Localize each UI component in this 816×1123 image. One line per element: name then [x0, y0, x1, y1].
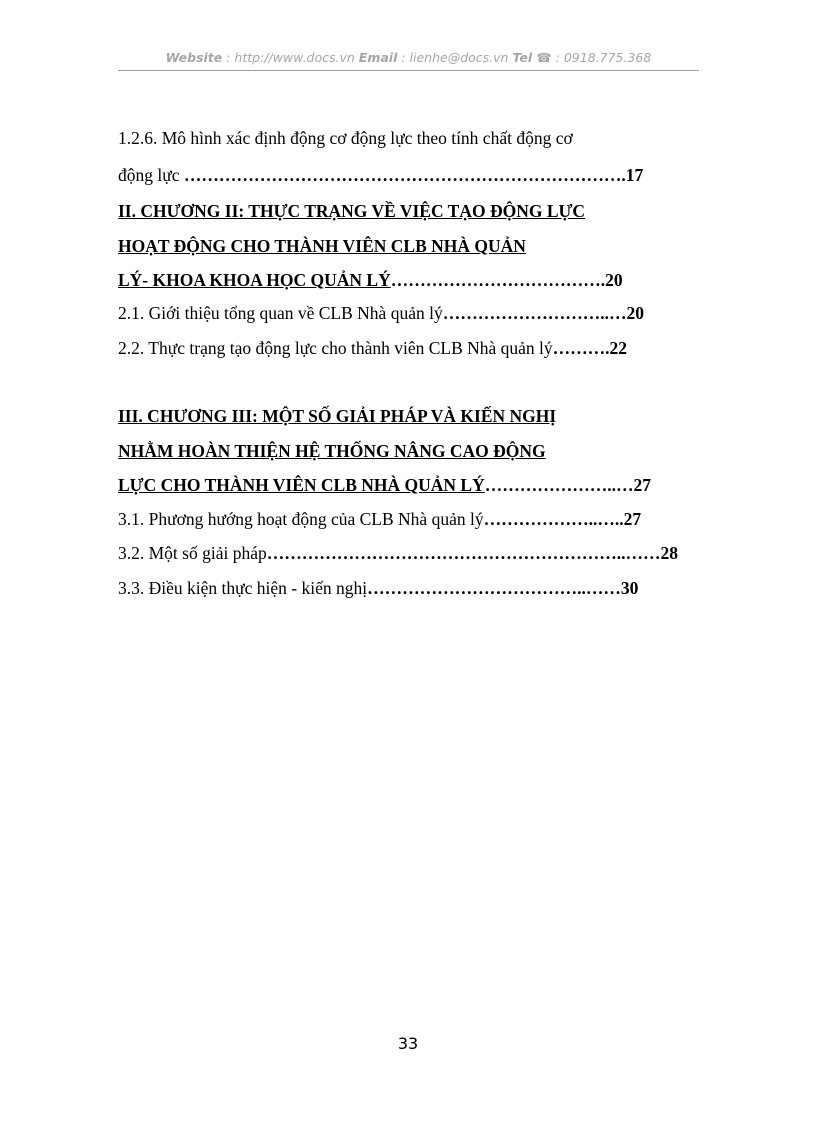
tel-label: Tel: [512, 50, 533, 65]
toc-entry-3-1: 3.1. Phương hướng hoạt động của CLB Nhà quản lý………………..…..27: [118, 509, 642, 529]
toc-entry-2-2: 2.2. Thực trạng tạo động lực cho thành viên CLB Nhà quản lý……….22: [118, 338, 628, 358]
toc-entry-1-2-6-cont: động lực ………………………………………………………………….17: [118, 165, 644, 185]
tel-value: ☎ : 0918.775.368: [532, 50, 652, 65]
toc-chapter-2-line-1: II. CHƯƠNG II: THỰC TRẠNG VỀ VIỆC TẠO ĐỘNG LỰC: [118, 201, 586, 221]
email-value: : lienhe@docs.vn: [397, 50, 513, 65]
toc-chapter-3-line-2: NHẰM HOÀN THIỆN HỆ THỐNG NÂNG CAO ĐỘNG: [118, 441, 546, 461]
toc-chapter-2-line-3: LÝ- KHOA KHOA HỌC QUẢN LÝ……………………………….20: [118, 270, 623, 290]
toc-chapter-2-line-2: HOẠT ĐỘNG CHO THÀNH VIÊN CLB NHÀ QUẢN: [118, 236, 526, 256]
website-value: : http://www.docs.vn: [222, 50, 359, 65]
toc-entry-3-2: 3.2. Một số giải pháp……………………………………………………..……28: [118, 543, 678, 563]
website-label: Website: [165, 50, 223, 65]
page-header: [118, 50, 699, 65]
toc-entry-3-3: 3.3. Điều kiện thực hiện - kiến nghị………………………………..……30: [118, 578, 639, 598]
email-label: Email: [358, 50, 398, 65]
toc-entry-1-2-6: 1.2.6. Mô hình xác định động cơ động lực theo tính chất động cơ: [118, 128, 573, 148]
toc-chapter-3-line-3: LỰC CHO THÀNH VIÊN CLB NHÀ QUẢN LÝ…………………..…27: [118, 475, 651, 495]
page-number: 33: [397, 1034, 419, 1053]
header-divider: [118, 70, 699, 71]
toc-entry-2-1: 2.1. Giới thiệu tổng quan về CLB Nhà quản lý………………………..…20: [118, 303, 644, 323]
toc-chapter-3-line-1: III. CHƯƠNG III: MỘT SỐ GIẢI PHÁP VÀ KIẾN NGHỊ: [118, 406, 557, 426]
